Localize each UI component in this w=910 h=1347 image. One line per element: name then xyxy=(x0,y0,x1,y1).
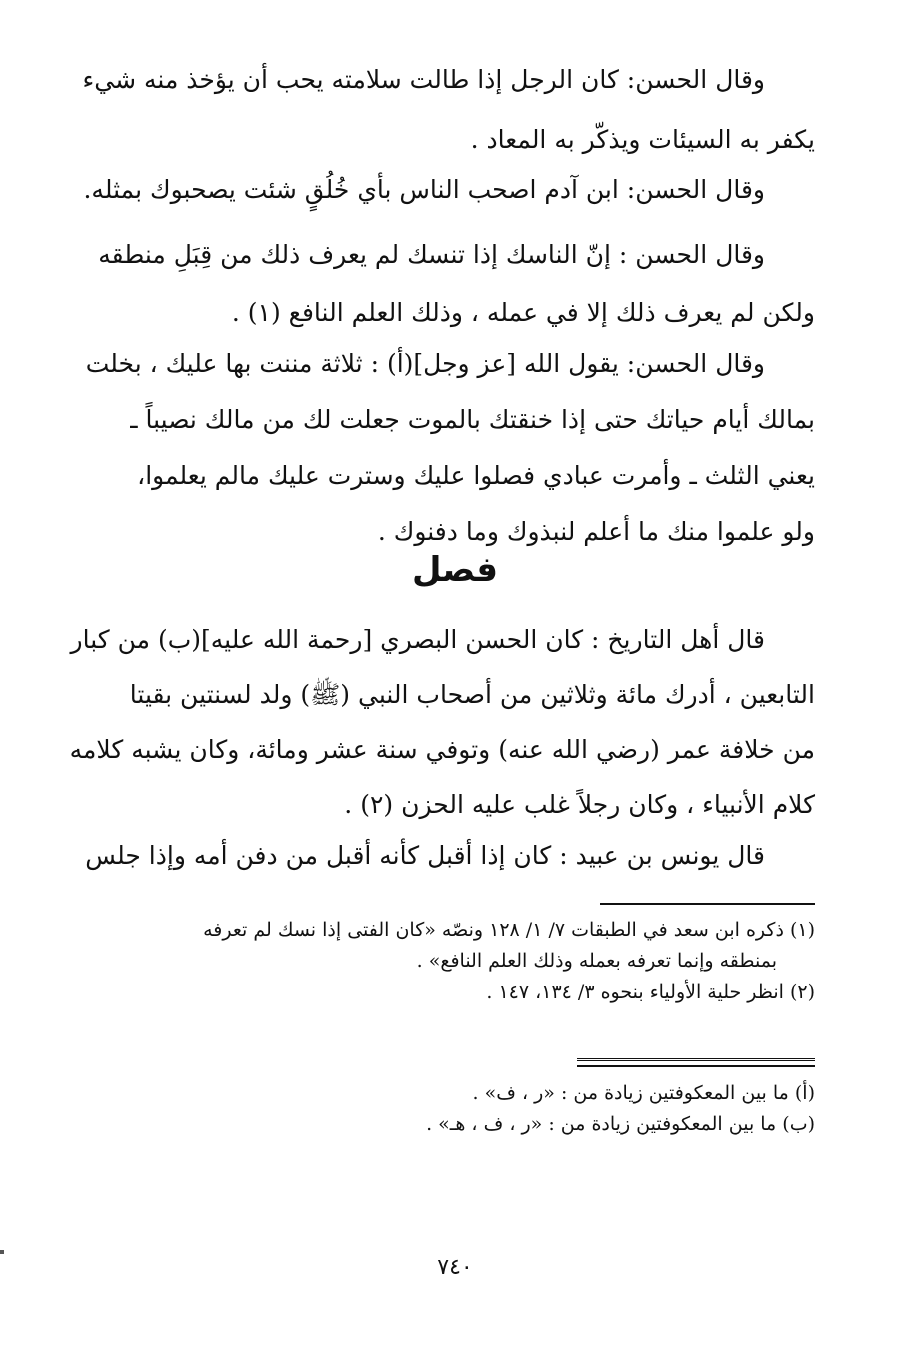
footnote-separator xyxy=(600,903,815,905)
page-number: ٧٤٠ xyxy=(437,1255,473,1280)
footnote-2-line: (٢) انظر حلية الأولياء بنحوه ٣/ ١٣٤، ١٤٧ . xyxy=(486,981,815,1003)
footnotes xyxy=(100,915,815,1008)
paragraph-hasan-4: وقال الحسن: يقول الله [عز وجل](أ) : ثلاثة مننت بها عليك ، بخلت بمالك أيام حياتك حتى إذا خنقتك بالموت جعلت لك من مالك نصيباً ـ يعني الثلث ـ وأمرت عبادي فصلوا عليك وسترت عليك مالم يعلموا، ولو علموا منك ما أعلم لنبذوك وما دفنوك . xyxy=(100,336,815,504)
variant-notes-separator xyxy=(577,1058,815,1067)
paragraph-hasan-1: وقال الحسن: كان الرجل إذا طالت سلامته يحب أن يؤخذ منه شيء يكفر به السيئات ويذكّر به المعاد . xyxy=(100,50,815,110)
variant-note-b: (ب) ما بين المعكوفتين زيادة من : «ر ، ف ، هـ» . xyxy=(426,1113,815,1135)
paragraph-history: قال أهل التاريخ : كان الحسن البصري [رحمة الله عليه](ب) من كبار التابعين ، أدرك مائة وثلاثين من أصحاب النبي (ﷺ) ولد لسنتين بقيتا من خلافة عمر (رضي الله عنه) وتوفي سنة عشر ومائة، وكان يشبه كلامه كلام الأنبياء ، وكان رجلاً غلب عليه الحزن (٢) . xyxy=(100,612,815,777)
footnote-1-line: (١) ذكره ابن سعد في الطبقات ٧/ ١/ ١٢٨ ونصّه «كان الفتى إذا نسك لم تعرفه xyxy=(203,919,815,941)
footnote-1-line: بمنطقه وإنما تعرفه بعمله وذلك العلم النافع» . xyxy=(416,950,777,972)
scan-edge-mark xyxy=(0,1250,4,1254)
section-heading xyxy=(0,550,910,590)
section-heading-text: فصل xyxy=(411,550,499,590)
variant-note-a: (أ) ما بين المعكوفتين زيادة من : «ر ، ف» . xyxy=(472,1082,815,1104)
book-page: وقال الحسن: كان الرجل إذا طالت سلامته يحب أن يؤخذ منه شيء يكفر به السيئات ويذكّر به المعاد . وقال الحسن: ابن آدم اصحب الناس بأي خُلُقٍ شئت يصحبوك بمثله. وقال الحسن : إنّ الناسك إذا تنسك لم يعرف ذلك من قِبَلِ منطقه ولكن لم يعرف ذلك إلا في عمله ، وذلك العلم النافع (١) . وقال الحسن: يقول الله [عز وجل](أ) : ثلاثة مننت بها عليك ، بخلت بمالك أيام حياتك حتى إذا خنقتك بالموت جعلت لك من مالك نصيباً ـ يعني الثلث ـ وأمرت عبادي فصلوا عليك وسترت عليك مالم يعلموا، ولو علموا منك ما أعلم لنبذوك وما دفنوك . فصل قال أهل التاريخ : كان الحسن البصري [رحمة الله عليه](ب) من كبار التابعين ، أدرك مائة وثلاثين من أصحاب النبي (ﷺ) ولد لسنتين بقيتا من خلافة عمر (رضي الله عنه) وتوفي سنة عشر ومائة، وكان يشبه كلامه كلام الأنبياء ، وكان رجلاً غلب عليه الحزن (٢) . قال يونس بن عبيد : كان إذا أقبل كأنه أقبل من دفن أمه وإذا جلس (١) ذكره ابن سعد في الطبقات ٧/ ١/ ١٢٨ ونصّه «كان الفتى إذا نسك لم تعرفه بمنطقه وإنما تعرفه بعمله وذلك العلم النافع» . (٢) انظر حلية الأولياء بنحوه ٣/ ١٣٤، ١٤٧ . (أ) ما بين المعكوفتين زيادة من : «ر ، ف» . (ب) ما بين المعكوفتين زيادة من : «ر ، ف ، هـ» . ٧٤٠ xyxy=(0,0,910,1347)
variant-notes xyxy=(100,1078,815,1140)
paragraph-hasan-3: وقال الحسن : إنّ الناسك إذا تنسك لم يعرف ذلك من قِبَلِ منطقه ولكن لم يعرف ذلك إلا في عمله ، وذلك العلم النافع (١) . xyxy=(100,226,815,284)
